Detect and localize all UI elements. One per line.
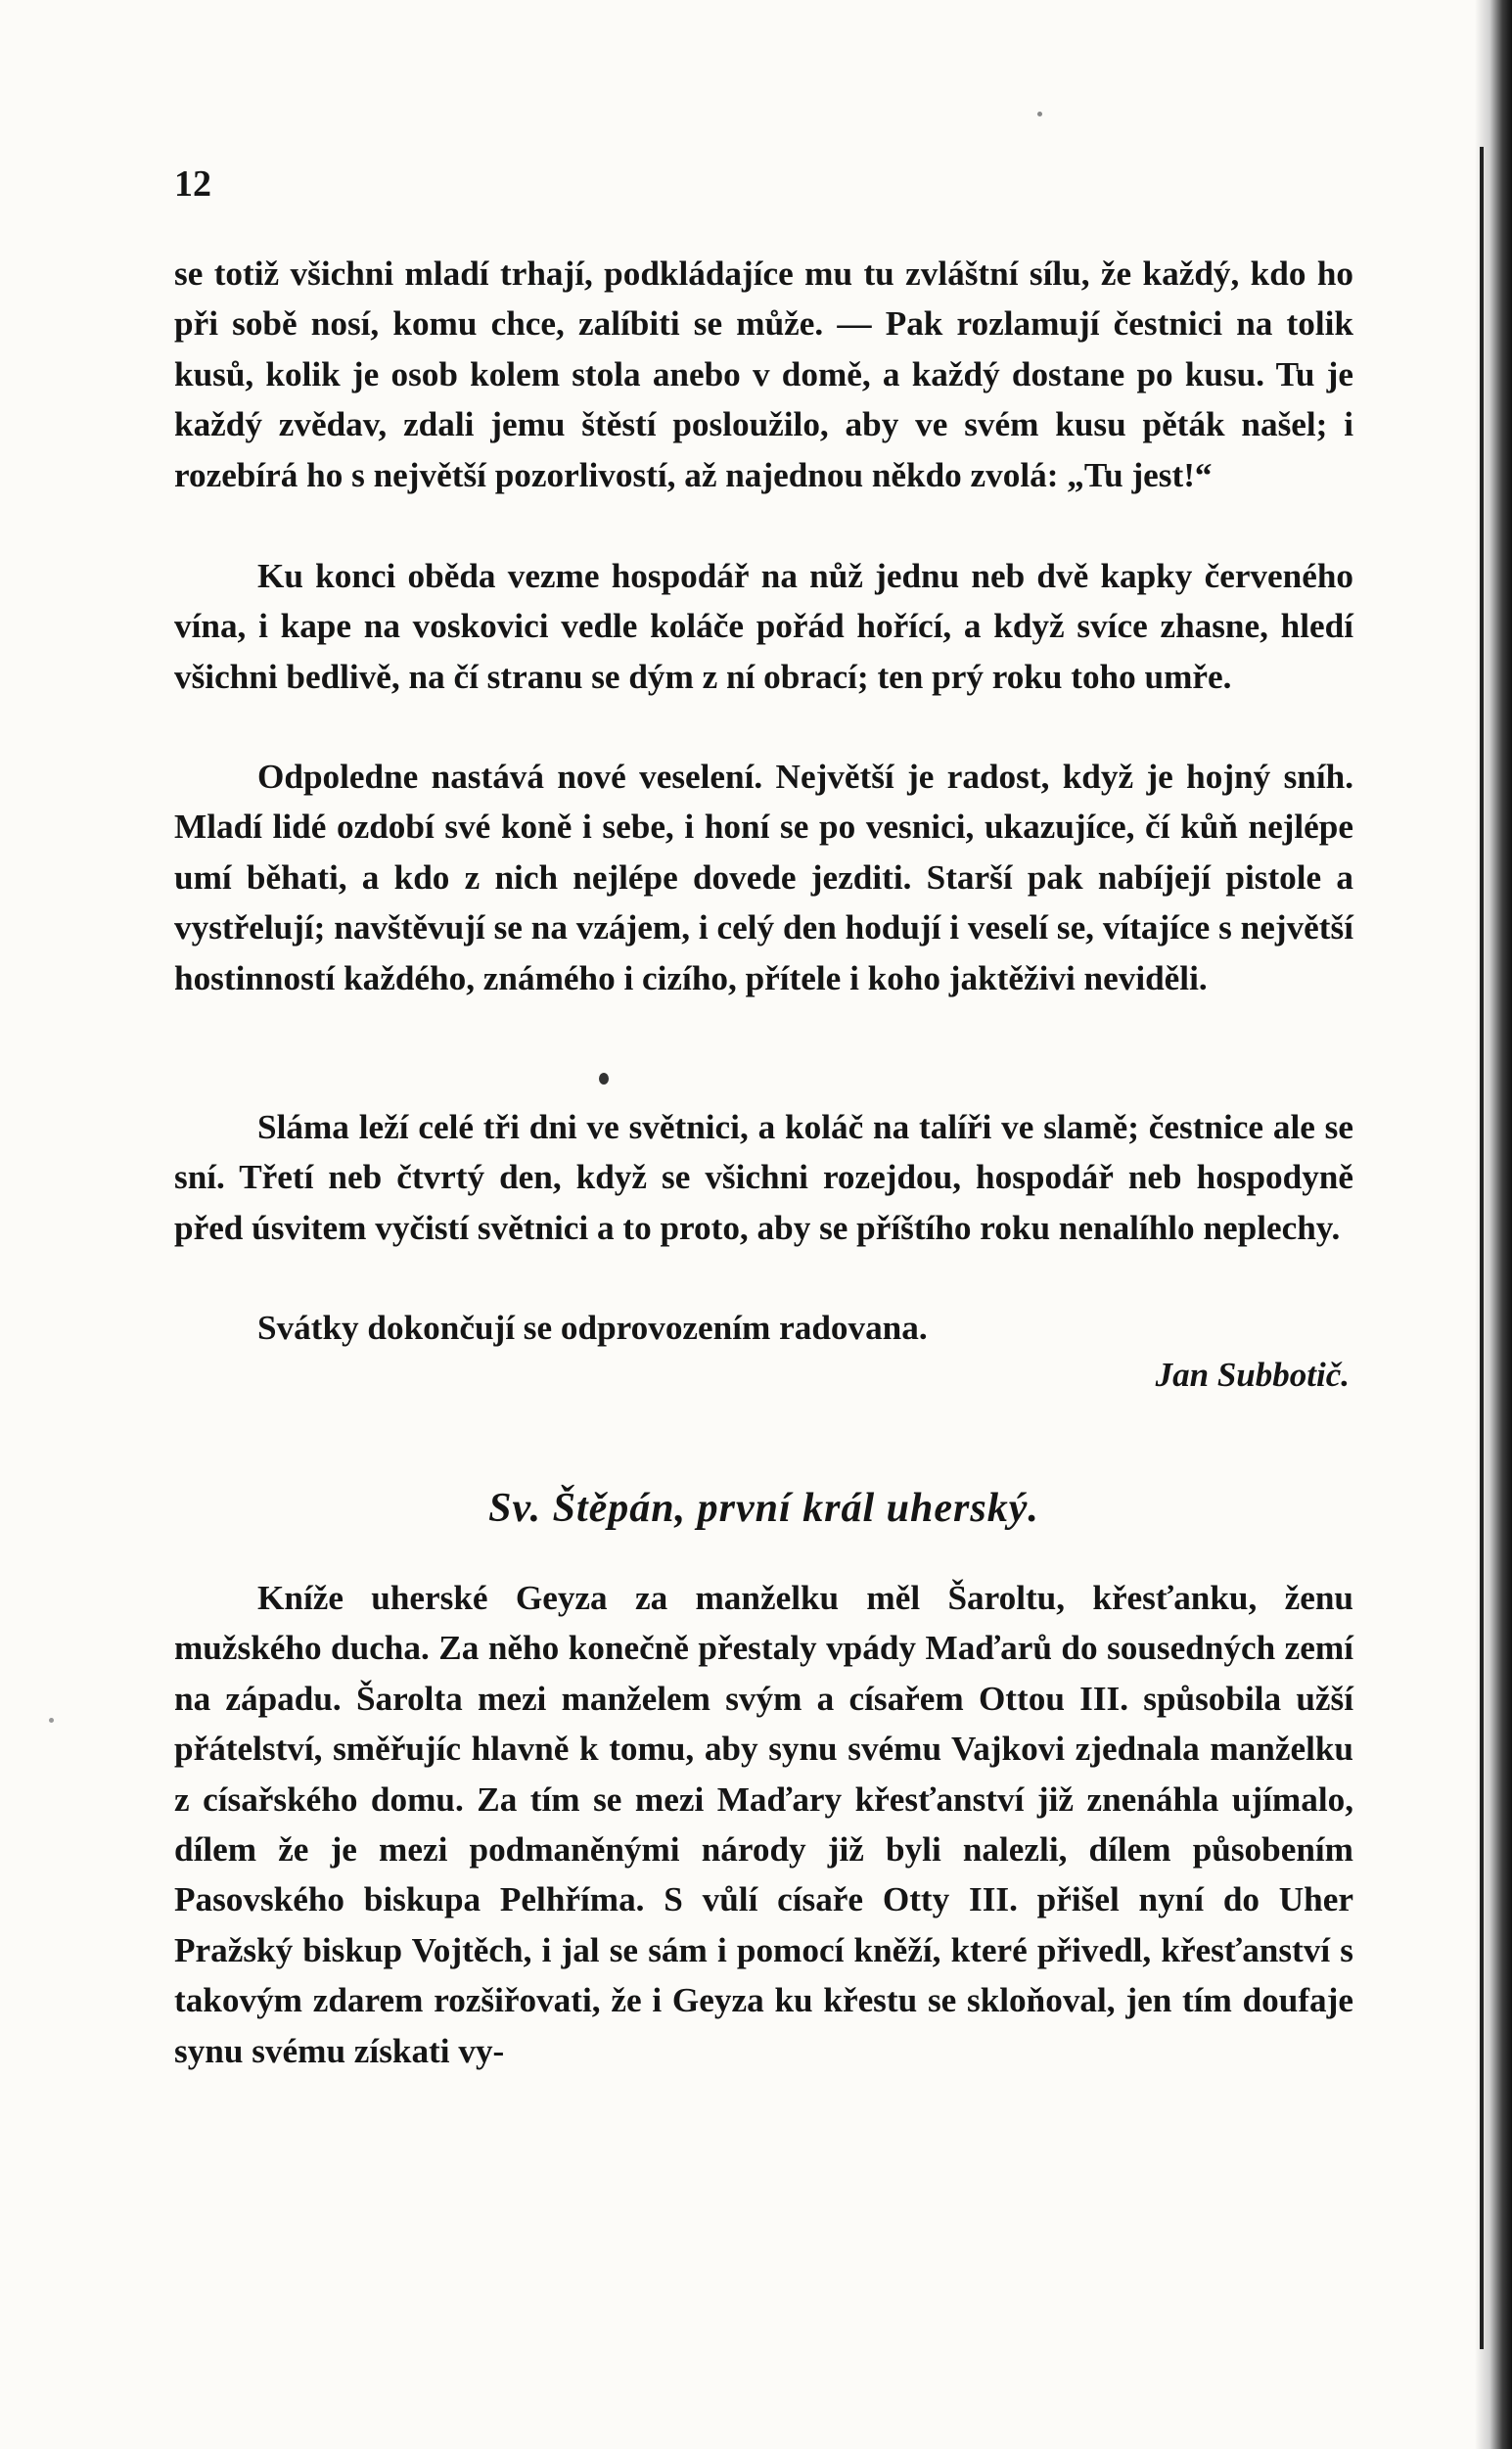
ink-speck: [599, 1073, 609, 1085]
section-heading: Sv. Štěpán, první král uherský.: [488, 1486, 1039, 1531]
paragraph-2: Ku konci oběda vezme hospodář na nůž jednu neb dvě kapky červeného vína, i kape na voskovici vedle koláče pořád hořící, a když svíce zhasne, hledí všichni bedlivě, na čí stranu se dým z ní obrací; ten prý roku toho umře.: [174, 557, 1353, 696]
page-gutter-line: [1480, 147, 1484, 2349]
ink-speck: [1037, 112, 1042, 116]
paragraph-3: Odpoledne nastává nové veselení. Největší je radost, když je hojný sníh. Mladí lidé ozdobí své koně i sebe, i honí se po vesnici, ukazujíce, čí kůň nejlépe umí běhati, a kdo z nich nejlépe dovede jezditi. Starší pak nabíjejí pistole a vystřelují; navštěvují se na vzájem, i celý den hodují i veselí se, vítajíce s největší hostinností každého, známého i cizího, přítele i koho jaktěživi neviděli.: [174, 758, 1353, 997]
author-signature: Jan Subbotič.: [1155, 1356, 1350, 1394]
paragraph-4: Sláma leží celé tři dni ve světnici, a koláč na talíři ve slamě; čestnice ale se sní. Třetí neb čtvrtý den, když se všichni rozejdou, hospodář neb hospodyně před úsvitem vyčistí světnici a to proto, aby se příštího roku nenalíhlo neplechy.: [174, 1108, 1353, 1247]
page-number: 12: [174, 163, 211, 205]
paragraph-6: Kníže uherské Geyza za manželku měl Šaroltu, křesťanku, ženu mužského ducha. Za něho konečně přestaly vpády Maďarů do sousedných zemí na západu. Šarolta mezi manželem svým a císařem Ottou III. spůsobila užší přátelství, směřujíc hlavně k tomu, aby synu svému Vajkovi zjednala manželku z císařského domu. Za tím se mezi Maďary křesťanství již znenáhla ujímalo, dílem že je mezi podmaněnými národy již byli nalezli, dílem působením Pasovského biskupa Pelhříma. S vůlí císaře Otty III. přišel nyní do Uher Pražský biskup Vojtěch, i jal se sám i pomocí kněží, které přivedl, křesťanství s takovým zdarem rozšiřovati, že i Geyza ku křestu se skloňoval, jen tím doufaje synu svému získati vy-: [174, 1579, 1353, 2070]
ink-speck: [49, 1718, 54, 1723]
paragraph-5: Svátky dokončují se odprovozením radovana.: [257, 1309, 928, 1347]
paragraph-1: se totiž všichni mladí trhají, podkládajíce mu tu zvláštní sílu, že každý, kdo ho při sobě nosí, komu chce, zalíbiti se může. — Pak rozlamují čestnici na tolik kusů, kolik je osob kolem stola anebo v domě, a každý dostane po kusu. Tu je každý zvědav, zdali jemu štěstí posloužilo, aby ve svém kusu pěták našel; i rozebírá ho s největší pozorlivostí, až najednou někdo zvolá: „Tu jest!“: [174, 254, 1353, 494]
